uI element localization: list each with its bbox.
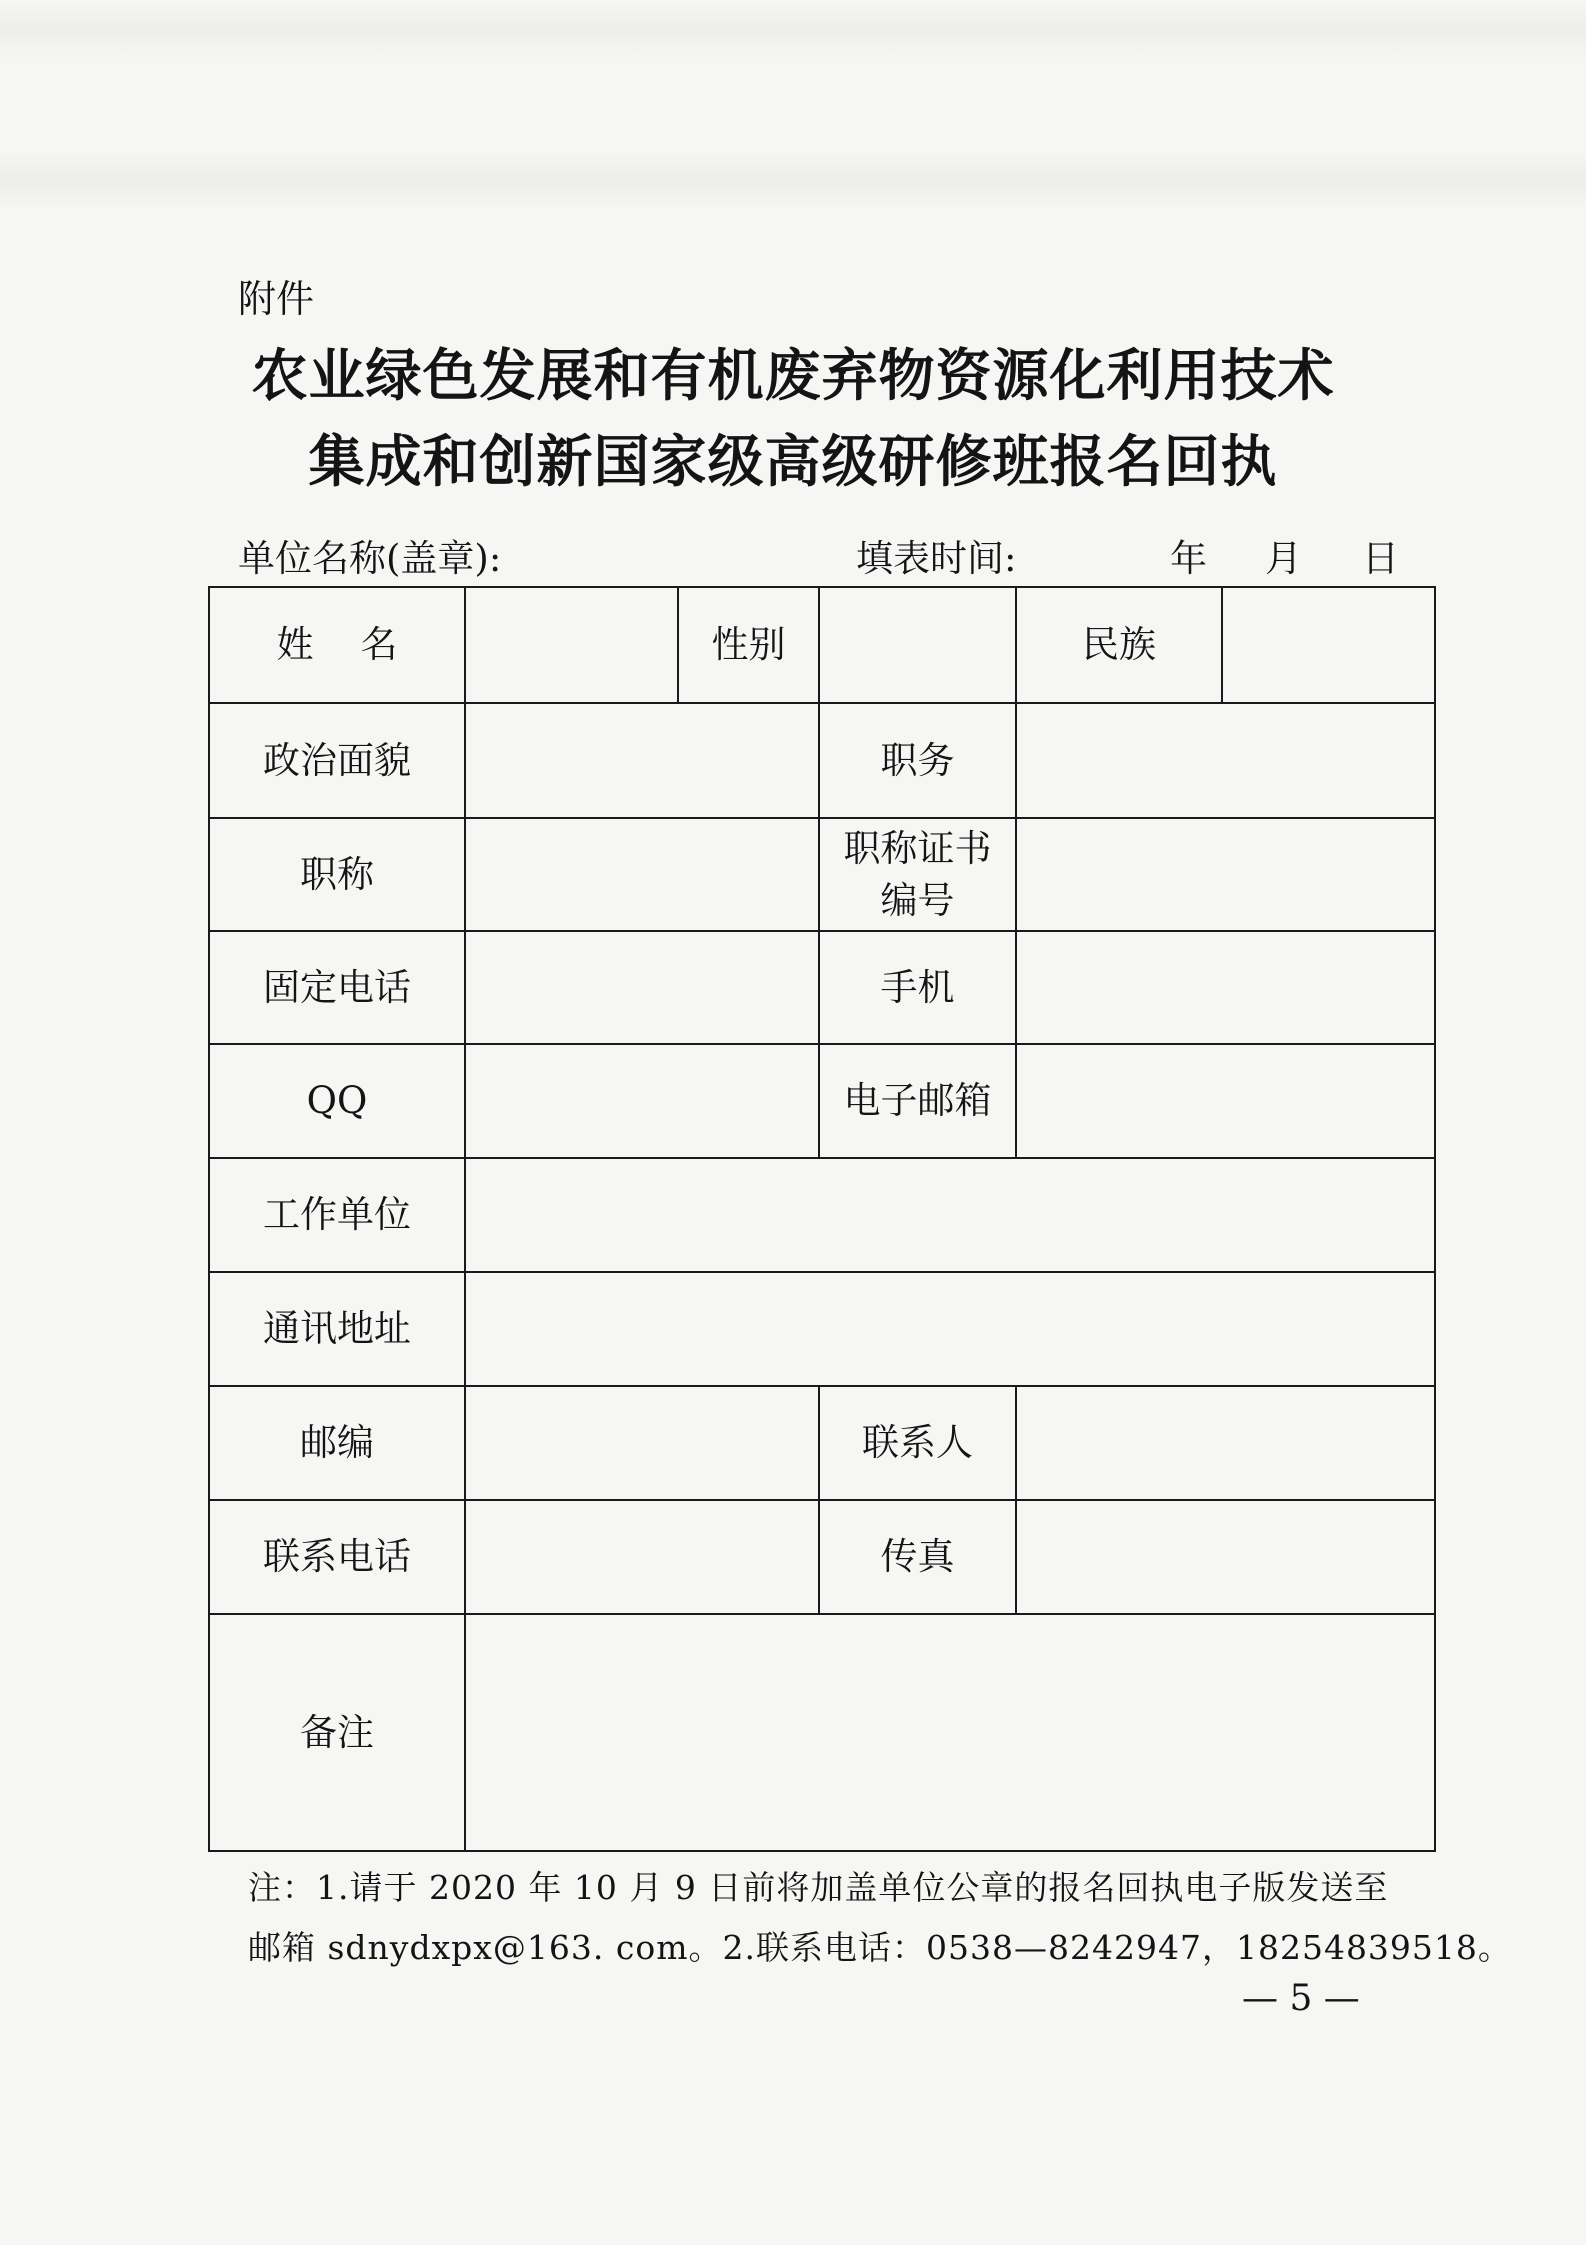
table-row [209, 931, 1435, 1044]
table-row [209, 1044, 1435, 1158]
remarks-label: 备注 [209, 1614, 465, 1851]
professional-title-label: 职称 [209, 818, 465, 931]
postcode-label: 邮编 [209, 1386, 465, 1500]
table-row [209, 1500, 1435, 1614]
name-field[interactable] [465, 587, 678, 703]
table-row [209, 1386, 1435, 1500]
table-row [209, 1272, 1435, 1386]
contact-person-field[interactable] [1016, 1386, 1435, 1500]
fill-date-label: 填表时间: [856, 537, 1017, 580]
scan-shadow [0, 150, 1586, 210]
gender-field[interactable] [819, 587, 1016, 703]
title-cert-number-label: 职称证书 编号 [819, 818, 1016, 931]
table-row [209, 1614, 1435, 1851]
political-status-field[interactable] [465, 703, 819, 818]
unit-name-label: 单位名称(盖章): [238, 537, 502, 580]
professional-title-field[interactable] [465, 818, 819, 931]
table-row [209, 1158, 1435, 1272]
work-unit-label: 工作单位 [209, 1158, 465, 1272]
note-line-1: 注：1.请于 2020 年 10 月 9 日前将加盖单位公章的报名回执电子版发送至 [248, 1868, 1389, 1907]
table-row [209, 818, 1435, 931]
contact-person-label: 联系人 [819, 1386, 1016, 1500]
email-label: 电子邮箱 [819, 1044, 1016, 1158]
note-line-2: 邮箱 sdnydxpx@163. com。2.联系电话：0538—8242947，18254839518。 [248, 1928, 1512, 1967]
page-number: — 5 — [1242, 1978, 1360, 2019]
mobile-label: 手机 [819, 931, 1016, 1044]
table-row [209, 587, 1435, 703]
email-field[interactable] [1016, 1044, 1435, 1158]
form-title-line-1: 农业绿色发展和有机废弃物资源化利用技术 [251, 344, 1335, 409]
address-label: 通讯地址 [209, 1272, 465, 1386]
landline-label: 固定电话 [209, 931, 465, 1044]
registration-form-table [208, 586, 1436, 1852]
landline-field[interactable] [465, 931, 819, 1044]
work-unit-field[interactable] [465, 1158, 1435, 1272]
year-label: 年 [1170, 537, 1207, 580]
table-row [209, 703, 1435, 818]
ethnicity-field[interactable] [1222, 587, 1435, 703]
fax-label: 传真 [819, 1500, 1016, 1614]
day-label: 日 [1362, 537, 1399, 580]
postcode-field[interactable] [465, 1386, 819, 1500]
name-label: 姓 名 [209, 587, 465, 703]
remarks-field[interactable] [465, 1614, 1435, 1851]
position-label: 职务 [819, 703, 1016, 818]
contact-phone-field[interactable] [465, 1500, 819, 1614]
scan-shadow [0, 0, 1586, 60]
political-status-label: 政治面貌 [209, 703, 465, 818]
address-field[interactable] [465, 1272, 1435, 1386]
gender-label: 性别 [678, 587, 819, 703]
month-label: 月 [1265, 537, 1302, 580]
qq-field[interactable] [465, 1044, 819, 1158]
mobile-field[interactable] [1016, 931, 1435, 1044]
ethnicity-label: 民族 [1016, 587, 1222, 703]
attachment-label: 附件 [238, 277, 315, 321]
contact-phone-label: 联系电话 [209, 1500, 465, 1614]
qq-label: QQ [209, 1044, 465, 1158]
position-field[interactable] [1016, 703, 1435, 818]
title-cert-number-field[interactable] [1016, 818, 1435, 931]
form-title-line-2: 集成和创新国家级高级研修班报名回执 [308, 430, 1278, 495]
fax-field[interactable] [1016, 1500, 1435, 1614]
